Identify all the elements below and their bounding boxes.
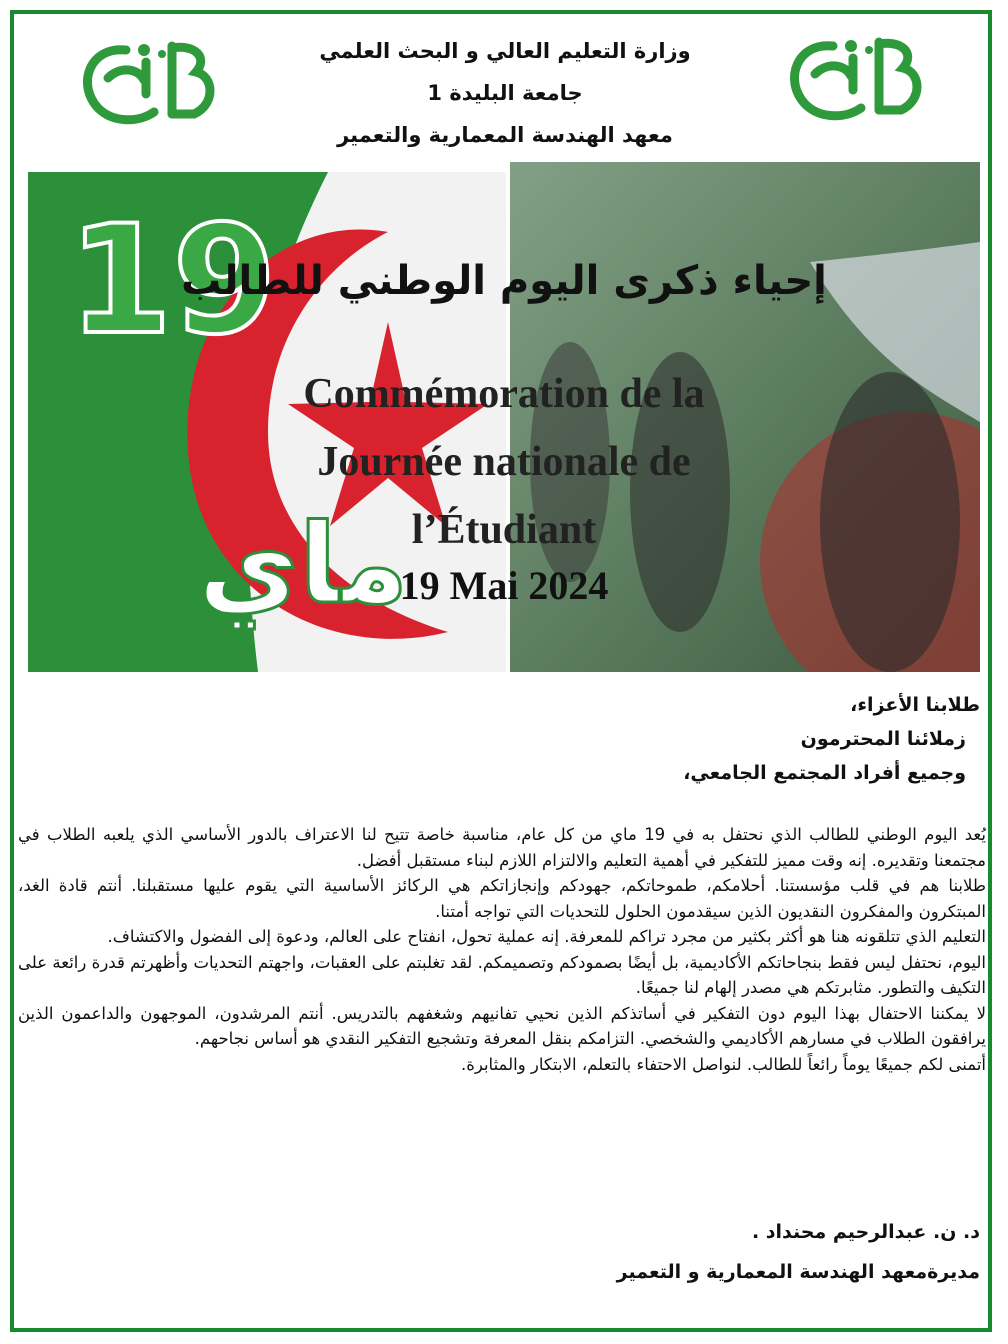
poster-month: ماي <box>198 500 409 628</box>
title-french-line-1: Commémoration de la <box>303 371 705 417</box>
greeting <box>80 688 980 790</box>
greeting-line-1: طلابنا الأعزاء، <box>850 694 980 716</box>
paragraph: طلابنا هم في قلب مؤسستنا. أحلامكم، طموحاتكم، جهودكم وإنجازاتكم هي الركائز الأساسية التي يقوم عليها مستقبلنا. أنتم قادة الغد، المبتكرون والمفكرون النقديون الذين سيقدمون الحلول للتحديات التي تواجه أمتنا. <box>18 876 986 921</box>
paragraph: لا يمكننا الاحتفال بهذا اليوم دون التفكير في أساتذكم الذين نحيي تفانيهم وشغفهم بالتدريس. أنتم المرشدون، الموجهون والداعمون الذين يرافقون الطلاب في مسارهم الأكاديمي والشخصي. التزامكم بنقل المعرفة وتشجيع التفكير النقدي هو أساس نجاحهم. <box>18 1003 986 1048</box>
university-logo-left <box>68 32 218 132</box>
ministry-name: وزارة التعليم العالي و البحث العلمي <box>319 39 691 63</box>
poster-number: 19 <box>68 194 277 368</box>
signatory-title: مديرةمعهد الهندسة المعمارية و التعمير <box>616 1261 980 1283</box>
paragraph: التعليم الذي تتلقونه هنا هو أكثر بكثير من مجرد تراكم للمعرفة. إنه عملية تحول، انفتاح على العالم، ودعوة إلى الفضول والاكتشاف. <box>107 927 986 946</box>
message-body <box>18 822 986 1077</box>
greeting-line-3: وجميع أفراد المجتمع الجامعي، <box>683 762 966 784</box>
signatory-name: د. ن. عبدالرحيم محنداد . <box>751 1221 980 1243</box>
institution-header <box>240 30 770 156</box>
title-arabic: إحياء ذكرى اليوم الوطني للطالب <box>181 258 827 304</box>
title-french-line-3: l’Étudiant <box>411 507 597 553</box>
title-french-line-2: Journée nationale de <box>317 439 691 485</box>
title-french <box>228 360 780 564</box>
signature-block <box>617 1212 980 1292</box>
university-name: جامعة البليدة 1 <box>427 81 583 105</box>
paragraph: يُعد اليوم الوطني للطالب الذي نحتفل به في 19 ماي من كل عام، مناسبة خاصة تتيح لنا الاعتراف بالدور الأساسي الذي يلعبه الطلاب في مجتمعنا وتقديره. إنه وقت مميز للتفكير في أهمية التعليم والالتزام اللازم لبناء مستقبل أفضل. <box>18 825 986 870</box>
event-date: 19 Mai 2024 <box>399 563 609 608</box>
commemoration-banner <box>28 162 980 672</box>
institute-name: معهد الهندسة المعمارية والتعمير <box>337 123 673 147</box>
greeting-line-2: زملائنا المحترمون <box>800 728 966 750</box>
university-logo-right <box>775 28 925 128</box>
paragraph: أتمنى لكم جميعًا يوماً رائعاً للطالب. لنواصل الاحتفاء بالتعلم، الابتكار والمثابرة. <box>460 1054 986 1074</box>
paragraph: اليوم، نحتفل ليس فقط بنجاحاتكم الأكاديمية، بل أيضًا بصمودكم وتصميمكم. لقد تغلبتم على العقبات، واجهتم التحديات وأظهرتم قدرة رائعة على التكيف والتطور. مثابرتكم هي مصدر إلهام لنا جميعًا. <box>18 952 986 997</box>
